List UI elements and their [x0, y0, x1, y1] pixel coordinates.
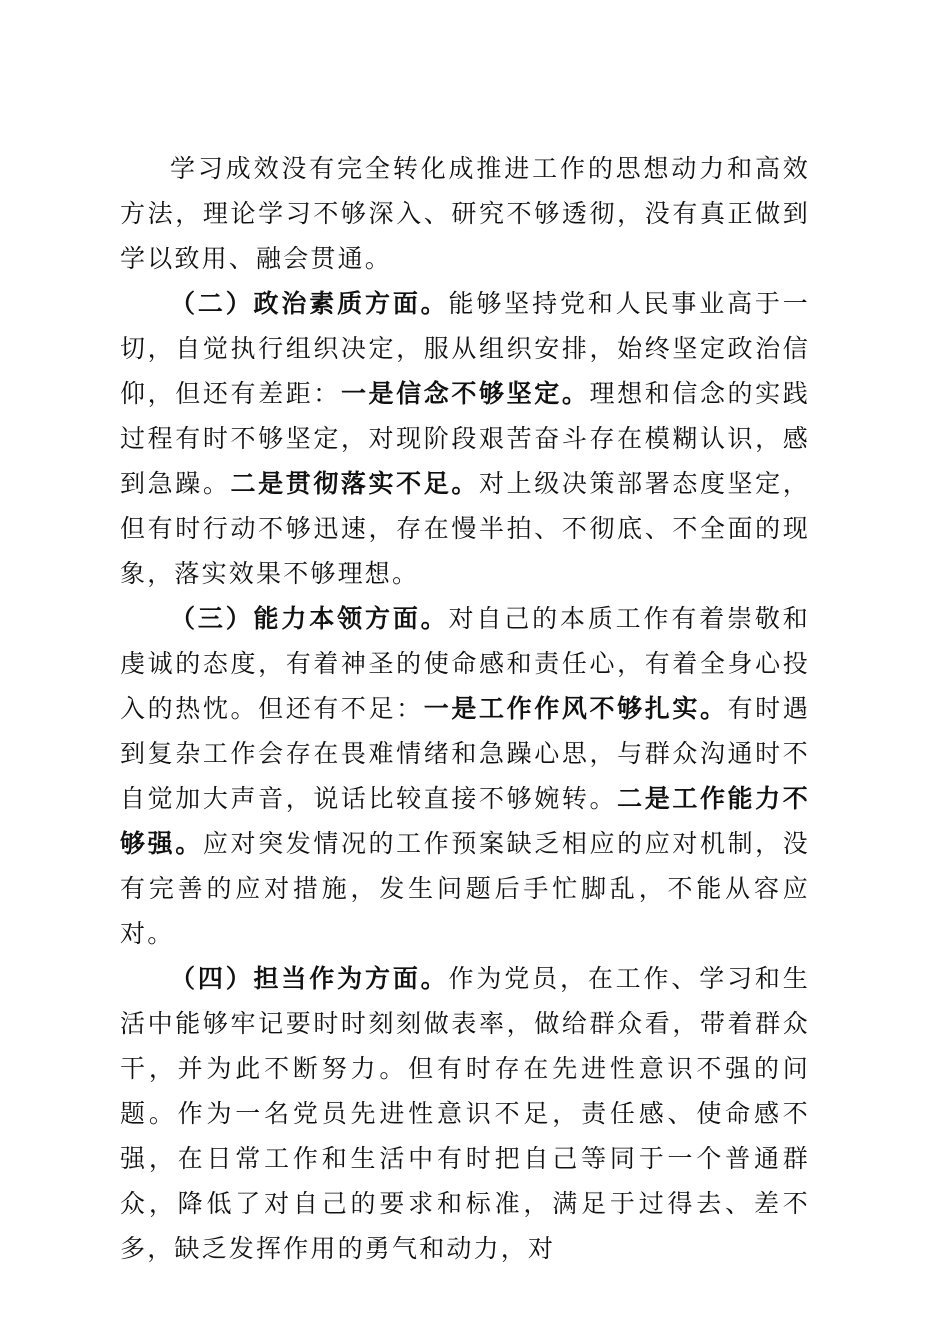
paragraph-3: [120, 596, 810, 956]
bold-point: 一是信念不够坚定。: [340, 379, 590, 408]
text-run: 对上级决策部署态度坚定，但有时行动不够迅速，存在慢半拍、不彻底、不全面的现象，落实效果不够理想。: [120, 469, 810, 588]
text-run: 理想和信念的实践过程有时不够坚定，对现阶段艰苦奋斗存在模糊认识，感到急躁。: [120, 379, 810, 498]
text-run: 有时遇到复杂工作会存在畏难情绪和急躁心思，与群众沟通时不自觉加大声音，说话比较直接不够婉转。: [120, 694, 810, 813]
paragraph-1: [120, 146, 810, 281]
bold-point: 二是工作能力不够强。: [120, 784, 810, 858]
text-run: 能够坚持党和人民事业高于一切，自觉执行组织决定，服从组织安排，始终坚定政治信仰，但还有差距：: [120, 289, 810, 408]
section-heading: （二）政治素质方面。: [170, 289, 449, 318]
bold-point: 二是贯彻落实不足。: [230, 469, 480, 498]
text-run: 学习成效没有完全转化成推进工作的思想动力和高效方法，理论学习不够深入、研究不够透彻，没有真正做到学以致用、融会贯通。: [120, 154, 810, 273]
bold-point: 一是工作作风不够扎实。: [423, 694, 728, 723]
text-run: 对自己的本质工作有着崇敬和虔诚的态度，有着神圣的使命感和责任心，有着全身心投入的热忱。但还有不足：: [120, 604, 810, 723]
text-run: 应对突发情况的工作预案缺乏相应的应对机制，没有完善的应对措施，发生问题后手忙脚乱，不能从容应对。: [120, 829, 810, 948]
paragraph-2: [120, 281, 810, 596]
text-run: 作为党员，在工作、学习和生活中能够牢记要时时刻刻做表率，做给群众看，带着群众干，并为此不断努力。但有时存在先进性意识不强的问题。作为一名党员先进性意识不足，责任感、使命感不强，在日常工作和生活中有时把自己等同于一个普通群众，降低了对自己的要求和标准，满足于过得去、差不多，缺乏发挥作用的勇气和动力，对: [120, 964, 810, 1263]
section-heading: （四）担当作为方面。: [170, 964, 449, 993]
section-heading: （三）能力本领方面。: [170, 604, 449, 633]
body-text: [120, 146, 810, 1271]
paragraph-4: [120, 956, 810, 1271]
